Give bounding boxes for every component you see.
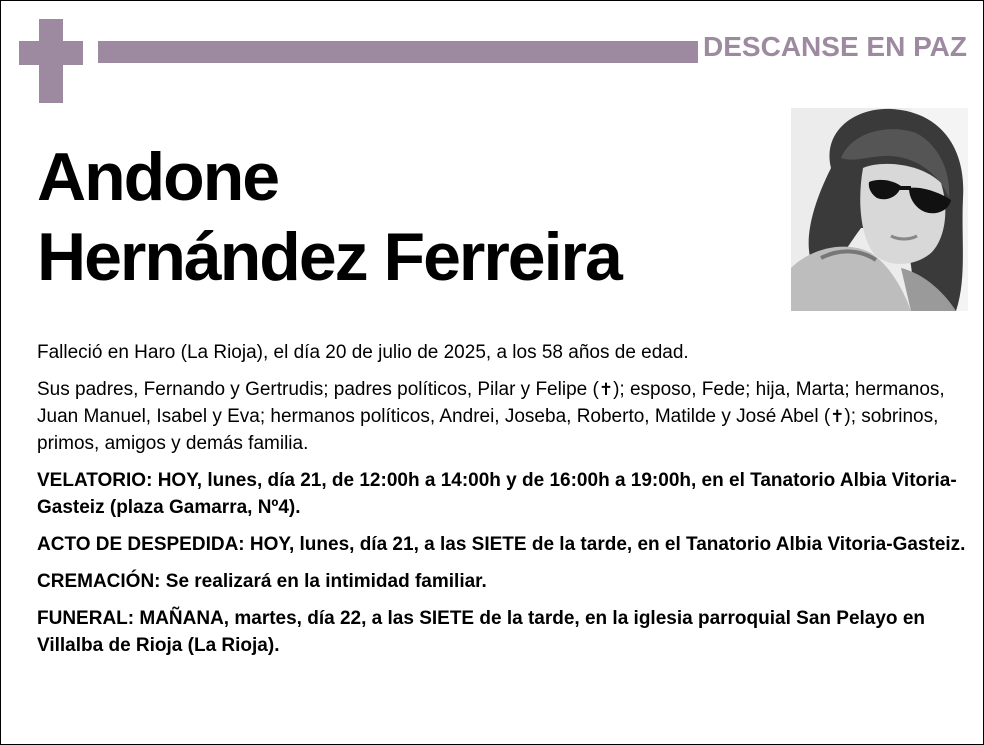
death-statement: Falleció en Haro (La Rioja), el día 20 de julio de 2025, a los 58 años de edad. bbox=[37, 342, 689, 363]
family-list-part1: Sus padres, Fernando y Gertrudis; padres políticos, Pilar y Felipe ( bbox=[37, 379, 599, 400]
deceased-photo bbox=[791, 108, 968, 311]
obituary-body bbox=[37, 339, 972, 669]
velatorio-info: VELATORIO: HOY, lunes, día 21, de 12:00h a 14:00h y de 16:00h a 19:00h, en el Tanatorio Albia Vitoria-Gasteiz (plaza Gamarra, Nº4). bbox=[37, 470, 957, 518]
funeral-info: FUNERAL: MAÑANA, martes, día 22, a las SIETE de la tarde, en la iglesia parroquial San Pelayo en Villalba de Rioja (La Rioja). bbox=[37, 608, 925, 656]
family-list-part2: ); esposo, Fede; hija, Marta; hermanos, Juan Manuel, Isabel y Eva; hermanos políticos, Andrei, Joseba, Roberto, Matilde y José Abel ( bbox=[37, 379, 945, 427]
header-divider-bar bbox=[98, 41, 698, 63]
deceased-name-line1: Andone bbox=[37, 139, 279, 215]
cremacion-info: CREMACIÓN: Se realizará en la intimidad familiar. bbox=[37, 571, 487, 592]
despedida-info: ACTO DE DESPEDIDA: HOY, lunes, día 21, a las SIETE de la tarde, en el Tanatorio Albia Vitoria-Gasteiz. bbox=[37, 534, 966, 555]
deceased-name bbox=[37, 137, 621, 297]
deceased-name-line2: Hernández Ferreira bbox=[37, 219, 621, 295]
cross-icon: ✝ bbox=[830, 407, 845, 426]
cross-icon-horizontal bbox=[19, 41, 83, 65]
family-list-part3: ); sobrinos, primos, amigos y demás familia. bbox=[37, 406, 939, 454]
header-label: DESCANSE EN PAZ bbox=[703, 31, 967, 62]
portrait-image bbox=[791, 108, 968, 311]
cross-icon: ✝ bbox=[598, 380, 614, 399]
family-list bbox=[37, 376, 972, 457]
